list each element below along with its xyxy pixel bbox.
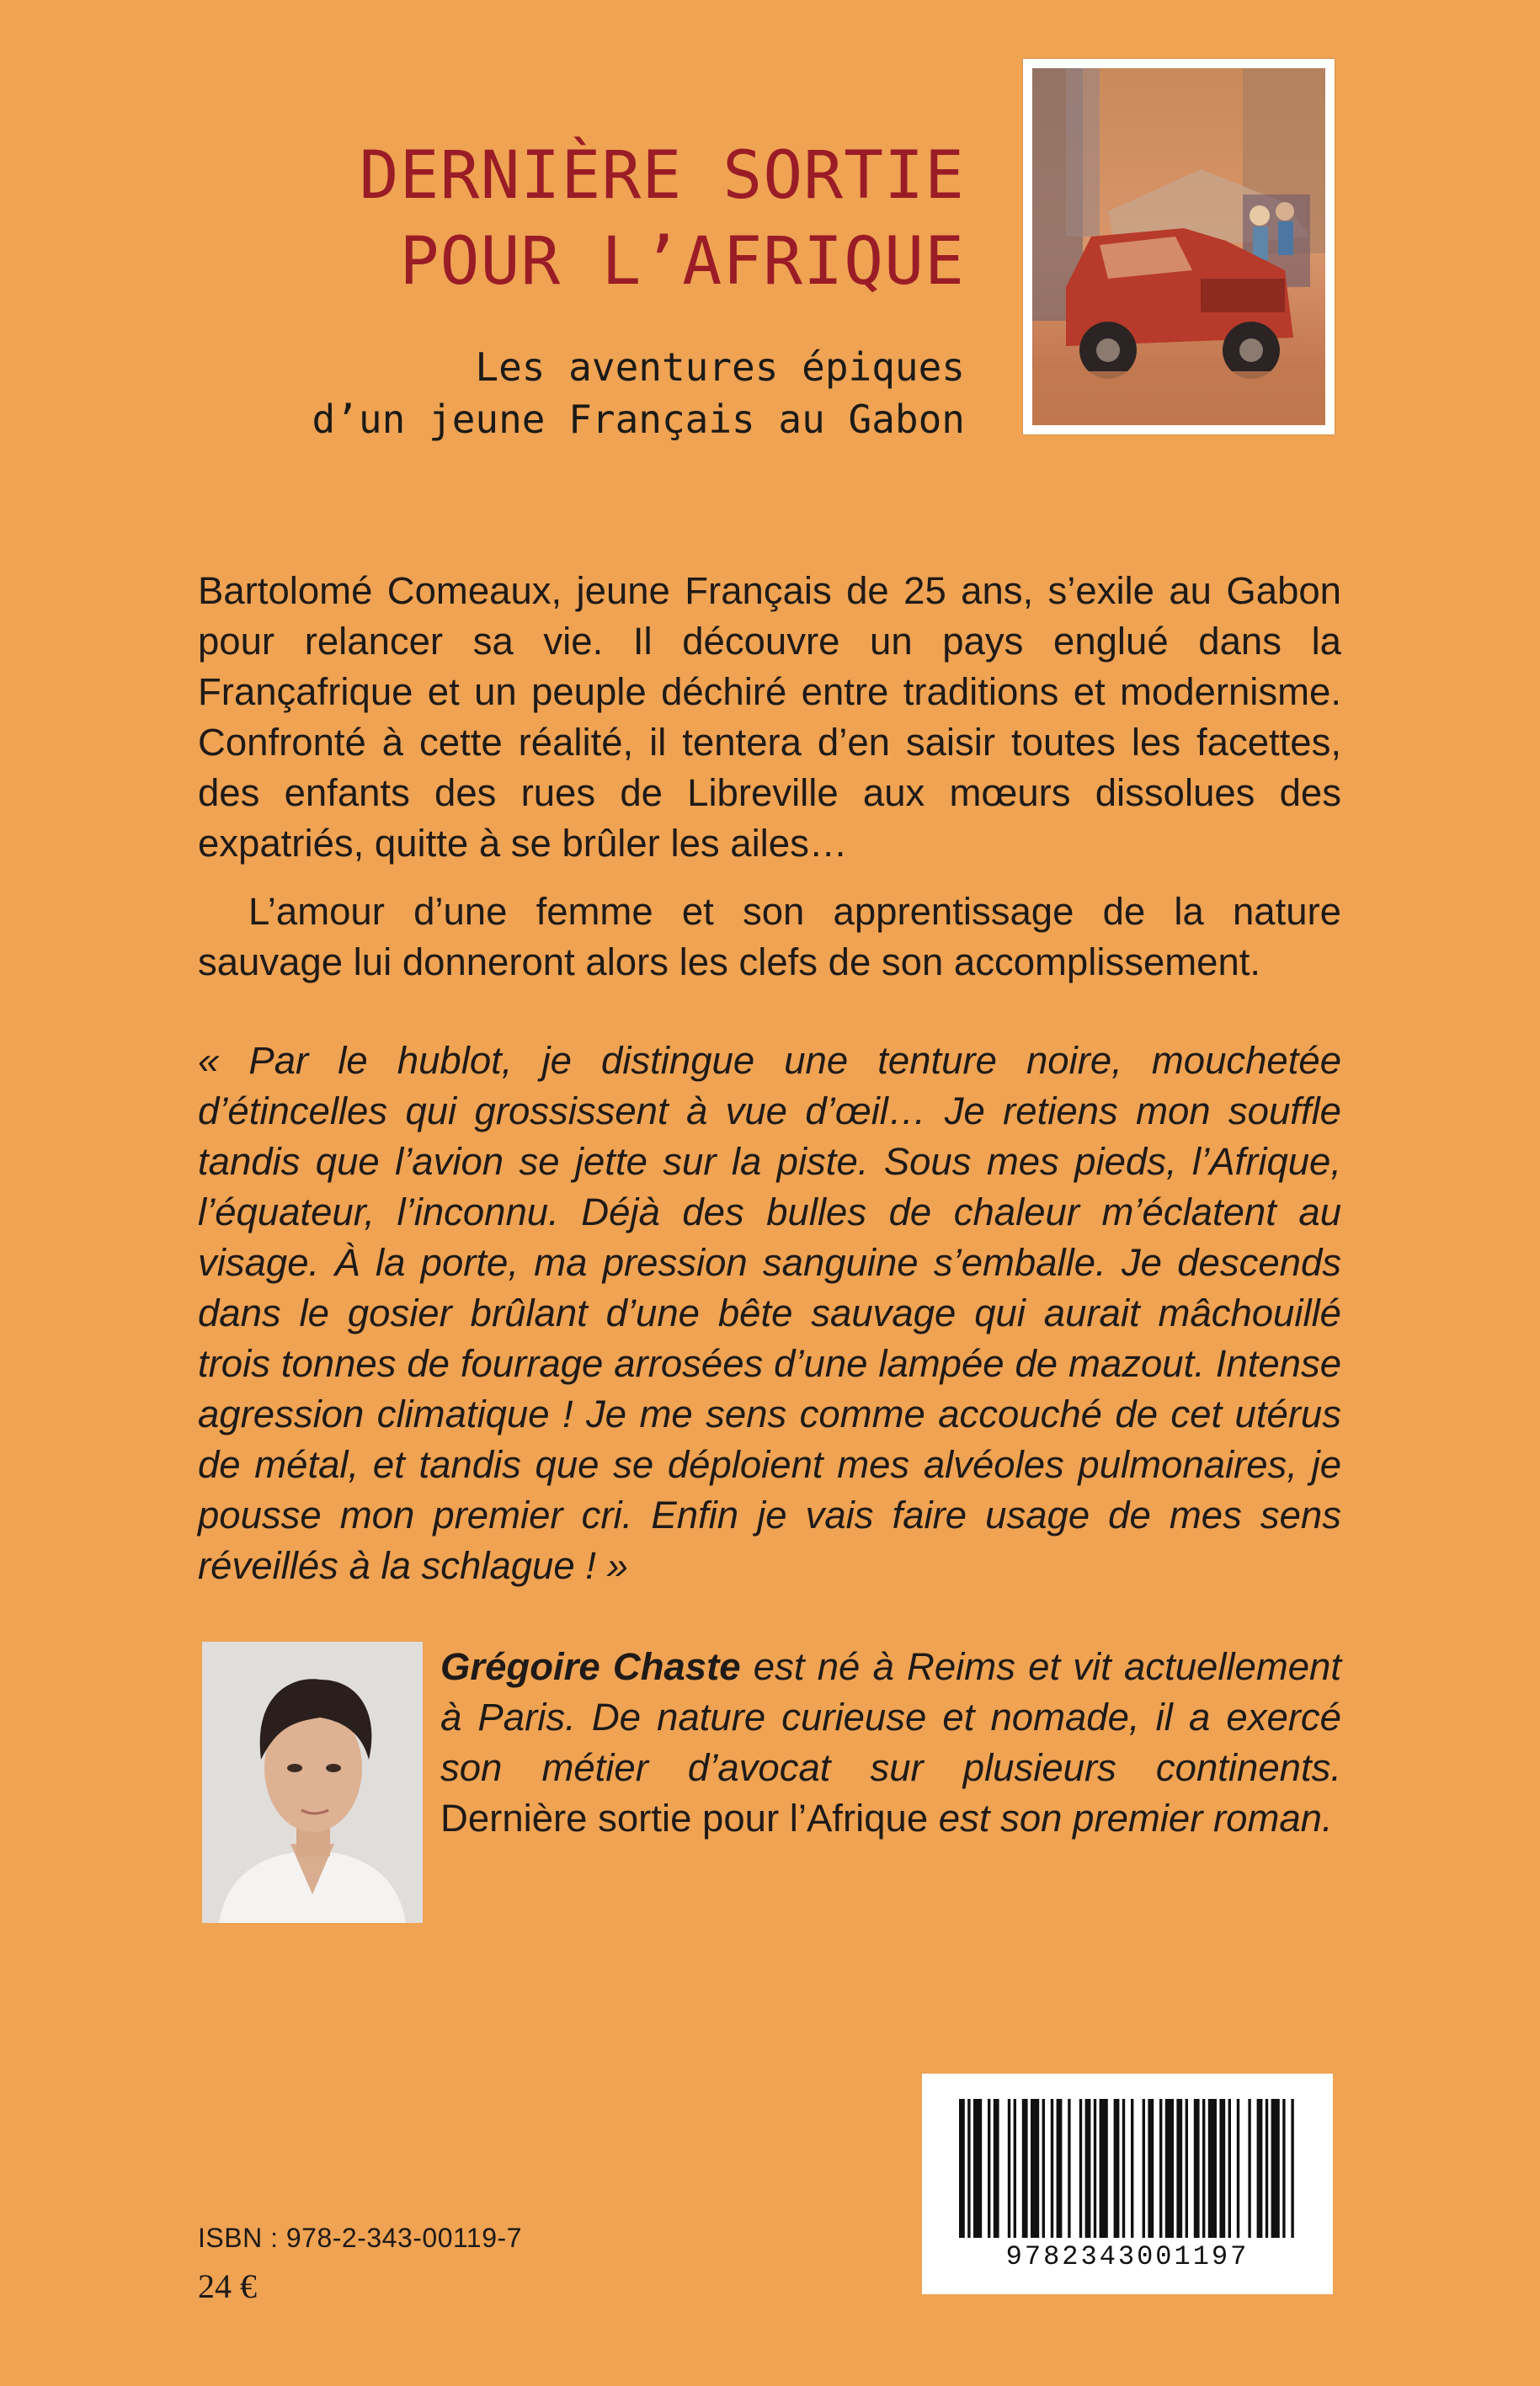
barcode-bar — [1014, 2099, 1016, 2238]
barcode-bar — [1266, 2099, 1268, 2238]
barcode-number: 9782343001197 — [1005, 2241, 1250, 2272]
bio-text-after: est son premier roman. — [928, 1797, 1333, 1840]
barcode-bar — [1176, 2099, 1182, 2238]
barcode-bar — [1165, 2099, 1174, 2238]
barcode-bar — [1202, 2099, 1205, 2238]
barcode-bar — [1194, 2099, 1200, 2238]
barcode-image — [922, 2074, 1333, 2294]
barcode-bar — [1228, 2099, 1231, 2238]
summary-paragraph-1: Bartolomé Comeaux, jeune Français de 25 ans, s’exile au Gabon pour relancer sa vie. Il découvre un pays englué dans la Françafrique et un peuple déchiré entre traditions et modernisme. Confronté à cette réalité, il tentera d’en saisir toutes les facettes, des enfants des rues de Libreville aux mœurs dissolues des expatriés, quitte à se brûler les ailes… — [198, 569, 1341, 865]
barcode-bar — [973, 2099, 982, 2238]
author-portrait-image — [202, 1642, 423, 1923]
barcode-bar — [1143, 2099, 1145, 2238]
barcode-bar — [994, 2099, 999, 2238]
barcode-bar — [967, 2099, 970, 2238]
author-name: Grégoire Chaste — [440, 1645, 741, 1688]
bio-text-before: est né à Reims et vit actuellement à Paris. De nature curieuse et nomade, il a exercé son métier d’avocat sur plusieurs continents. — [440, 1645, 1341, 1789]
barcode-bar — [1022, 2099, 1028, 2238]
barcode-bar — [959, 2099, 965, 2238]
barcode-bar — [1219, 2099, 1225, 2238]
barcode-bar — [1291, 2099, 1293, 2238]
summary-paragraph-2: L’amour d’une femme et son apprentissage de la nature sauvage lui donneront alors les clefs de son accomplissement. — [198, 890, 1341, 983]
barcode-bar — [1057, 2099, 1063, 2238]
barcode-bar — [1131, 2099, 1133, 2238]
barcode-bar — [1042, 2099, 1045, 2238]
price: 24 € — [198, 2267, 257, 2305]
barcode-bar — [1100, 2099, 1108, 2238]
barcode-bar — [1079, 2099, 1082, 2238]
barcode-bar — [1248, 2099, 1250, 2238]
barcode-bar — [1051, 2099, 1053, 2238]
title-line-1: DERNIÈRE SORTIE — [359, 138, 965, 214]
cover-illustration — [1023, 59, 1335, 434]
barcode — [922, 2074, 1333, 2294]
book-subtitle — [126, 341, 965, 445]
barcode-bar — [1159, 2099, 1162, 2238]
barcode-bar — [1237, 2099, 1239, 2238]
barcode-bar — [1085, 2099, 1091, 2238]
barcode-bar — [988, 2099, 990, 2238]
barcode-bar — [1282, 2099, 1285, 2238]
barcode-bar — [1271, 2099, 1280, 2238]
barcode-bar — [1068, 2099, 1070, 2238]
author-photo — [202, 1642, 423, 1923]
barcode-bar — [1114, 2099, 1120, 2238]
bio-book-title: Dernière sortie pour l’Afrique — [440, 1797, 929, 1840]
excerpt-quote: « Par le hublot, je distingue une tenture noire, mouchetée d’étincelles qui grossissent à vue d’œil… Je retiens mon souffle tandis que l’avion se jette sur la piste. Sous mes pieds, l’Afrique, l’équateur, l’inconnu. Déjà des bulles de chaleur m’éclatent au visage. À la porte, ma pression sanguine s’emballe. Je descends dans le gosier brûlant d’une bête sauvage qui aurait mâchouillé trois tonnes de fourrage arrosées d’une lampée de mazout. Intense agression climatique ! Je me sens comme accouché de cet utérus de métal, et tandis que se déploient mes alvéoles pulmonaires, je pousse mon premier cri. Enfin je vais faire usage de mes sens réveillés à la schlague ! » — [198, 1039, 1341, 1587]
book-title — [168, 133, 965, 305]
subtitle-line-1: Les aventures épiques — [475, 344, 965, 390]
author-bio — [440, 1642, 1341, 1844]
barcode-bar — [1094, 2099, 1096, 2238]
isbn-number: ISBN : 978-2-343-00119-7 — [198, 2223, 522, 2253]
title-line-2: POUR L’AFRIQUE — [399, 224, 965, 300]
barcode-bar — [1008, 2099, 1010, 2238]
cover-painting-image — [1032, 68, 1325, 425]
barcode-bar — [1186, 2099, 1188, 2238]
barcode-bar — [1122, 2099, 1125, 2238]
barcode-bar — [1208, 2099, 1217, 2238]
barcode-bar — [1257, 2099, 1263, 2238]
barcode-bar — [1148, 2099, 1154, 2238]
subtitle-line-2: d’un jeune Français au Gabon — [312, 397, 965, 442]
barcode-bar — [1031, 2099, 1039, 2238]
